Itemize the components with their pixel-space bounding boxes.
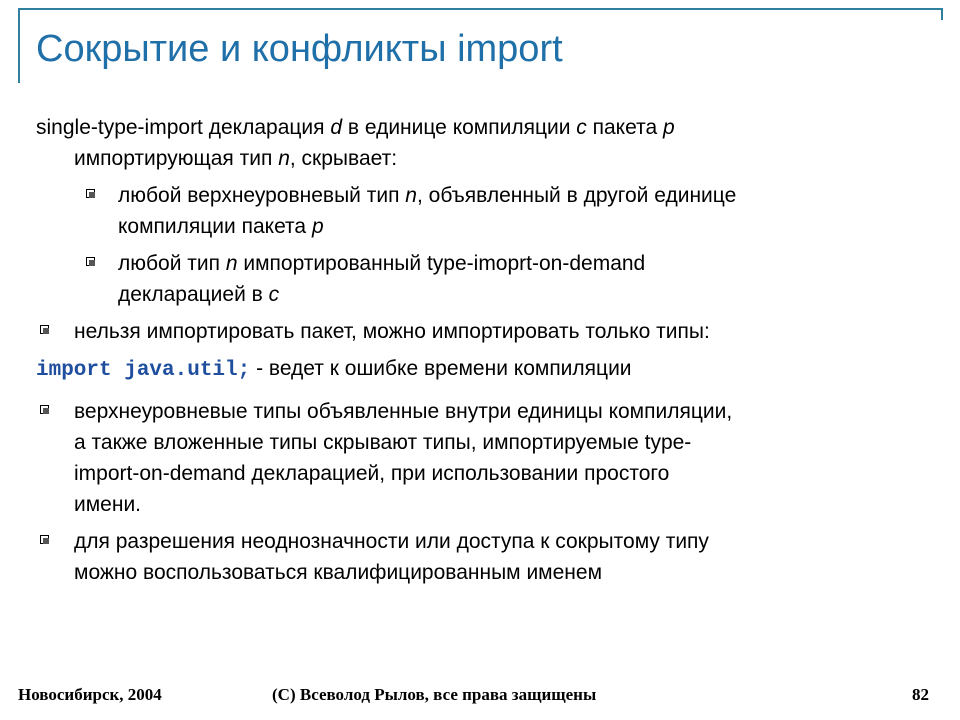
footer-location-year: Новосибирск, 2004 [18, 685, 162, 704]
intro-var-c: c [576, 116, 587, 139]
square-bullet-icon [40, 325, 49, 334]
intro-text: single-type-import декларация [36, 116, 331, 139]
code-example-line: import java.util; - ведет к ошибке времени компиляции [36, 357, 632, 382]
intro-var-d: d [330, 116, 343, 139]
slide-frame-left [18, 8, 20, 83]
square-bullet-icon [86, 257, 95, 266]
slide-frame-right [941, 8, 943, 20]
slide-frame-top [18, 8, 942, 10]
bullet-item: нельзя импортировать пакет, можно импортировать только типы: [36, 316, 916, 347]
slide-title: Сокрытие и конфликты import [36, 28, 563, 70]
intro-paragraph [36, 112, 916, 174]
bullet-item: для разрешения неоднозначности или доступа к сокрытому типу можно воспользоваться квалифицированным именем [36, 526, 916, 588]
intro-var-n: n [278, 147, 290, 170]
slide-content [36, 112, 916, 588]
intro-text: пакета [586, 116, 663, 139]
footer-copyright: (С) Всеволод Рылов, все права защищены [272, 685, 597, 704]
bullet-item: верхнеуровневые типы объявленные внутри единицы компиляции, а также вложенные типы скрывают типы, импортируемые type- import-on-demand декларацией, при использовании простого имени. [36, 396, 916, 520]
square-bullet-icon [40, 535, 49, 544]
sub-list-item: любой верхнеуровневый тип n, объявленный в другой единице компиляции пакета p [36, 180, 916, 242]
square-bullet-icon [86, 189, 95, 198]
intro-var-p: p [662, 116, 675, 139]
page-number: 82 [912, 685, 929, 704]
square-bullet-icon [40, 405, 49, 414]
code-snippet: import java.util; [36, 359, 251, 382]
sub-list-item: любой тип n импортированный type-imoprt-on-demand декларацией в c [36, 248, 916, 310]
intro-line-2: импортирующая тип n, скрывает: [74, 147, 398, 170]
intro-text: в единице компиляции [342, 116, 577, 139]
